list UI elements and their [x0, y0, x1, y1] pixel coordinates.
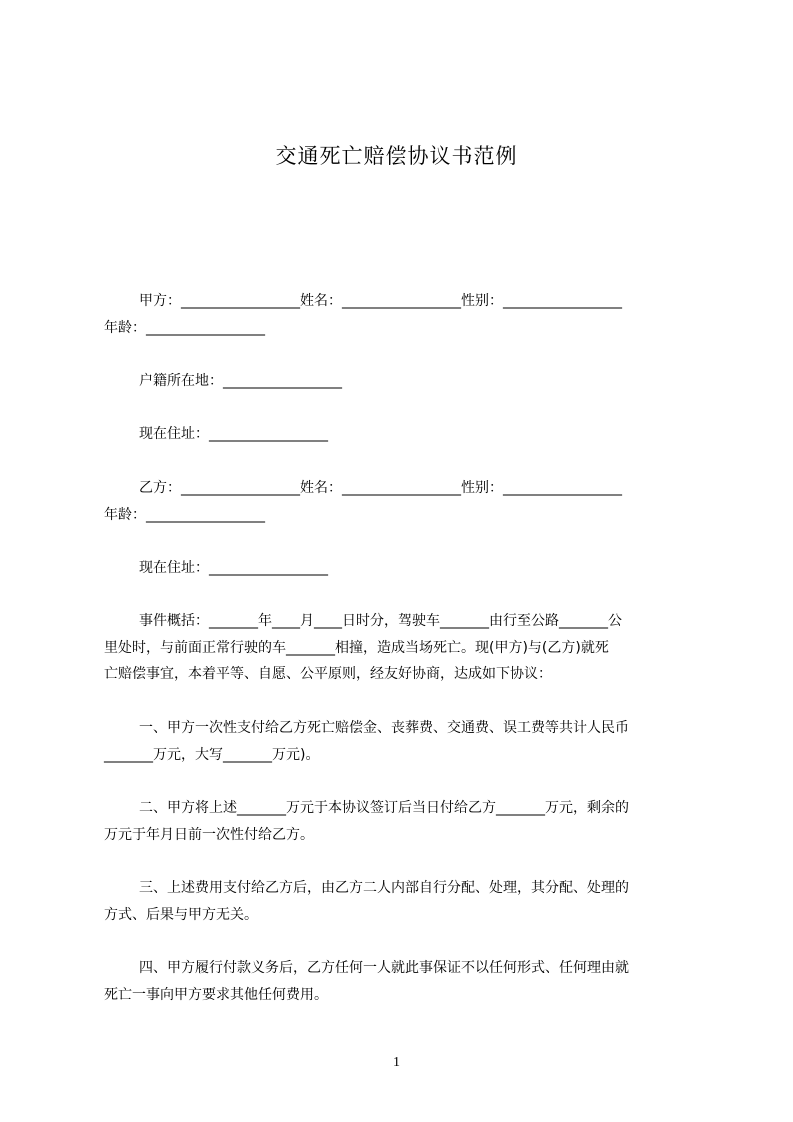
clause-1-line-1: 一、甲方一次性支付给乙方死亡赔偿金、丧葬费、交通费、误工费等共计人民币 — [139, 720, 629, 736]
page-title: 交通死亡赔偿协议书范例 — [275, 144, 518, 168]
page-number: 1 — [393, 1055, 400, 1070]
party-a-address-line: 现在住址：_________________ — [139, 426, 328, 442]
clause-2-line-1: 二、甲方将上述_______万元于本协议签订后当日付给乙方_______万元，剩余的 — [139, 800, 629, 816]
party-b-name-line: 乙方：_________________姓名：_________________性别：_________________ — [139, 480, 622, 496]
clause-3-line-2: 方式、后果与甲方无关。 — [104, 907, 258, 923]
party-a-age-line: 年龄：_________________ — [104, 320, 265, 336]
clause-3-line-1: 三、上述费用支付给乙方后，由乙方二人内部自行分配、处理，其分配、处理的 — [139, 880, 629, 896]
incident-line-1: 事件概括：_______年____月____日时分，驾驶车_______由行至公路_______公 — [139, 613, 622, 629]
party-a-hukou-line: 户籍所在地：_________________ — [139, 373, 342, 389]
clause-4-line-2: 死亡一事向甲方要求其他任何费用。 — [104, 987, 328, 1003]
incident-line-3: 亡赔偿事宜，本着平等、自愿、公平原则，经友好协商，达成如下协议： — [104, 666, 552, 682]
party-b-address-line: 现在住址：_________________ — [139, 560, 328, 576]
party-a-name-line: 甲方：_________________姓名：_________________性别：_________________ — [139, 293, 622, 309]
party-b-age-line: 年龄：_________________ — [104, 507, 265, 523]
incident-line-2: 里处时，与前面正常行驶的车_______相撞，造成当场死亡。现(甲方)与(乙方)就死 — [104, 640, 609, 656]
clause-2-line-2: 万元于年月日前一次性付给乙方。 — [104, 827, 314, 843]
clause-1-line-2: _______万元，大写_______万元)。 — [104, 747, 320, 763]
clause-4-line-1: 四、甲方履行付款义务后，乙方任何一人就此事保证不以任何形式、任何理由就 — [139, 960, 629, 976]
